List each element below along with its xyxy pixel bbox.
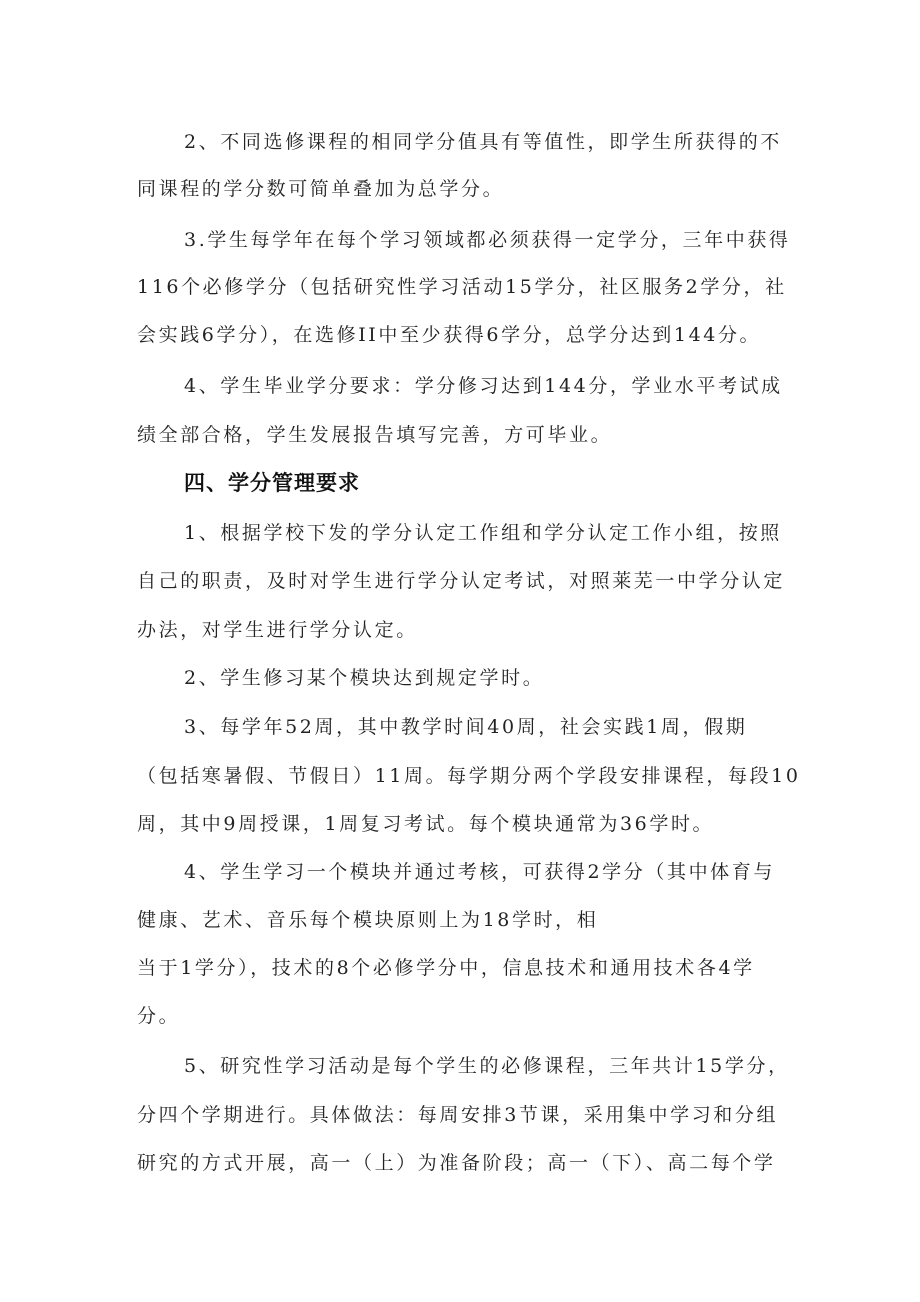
paragraph-line: 1、根据学校下发的学分认定工作组和学分认定工作小组，按照 [184,522,782,544]
section-heading: 四、学分管理要求 [184,471,360,495]
paragraph-line: 116个必修学分（包括研究性学习活动15学分，社区服务2学分，社 [137,276,787,298]
paragraph-line: 5、研究性学习活动是每个学生的必修课程，三年共计15学分， [184,1055,790,1077]
paragraph-line: 3.学生每学年在每个学习领域都必须获得一定学分，三年中获得 [184,229,791,251]
paragraph-line: 2、学生修习某个模块达到规定学时。 [184,667,545,689]
paragraph-line: 健康、艺术、音乐每个模块原则上为18学时，相 [137,909,599,931]
paragraph-line: 研究的方式开展，高一（上）为准备阶段；高一（下）、高二每个学 [137,1152,776,1174]
paragraph-line: 2、不同选修课程的相同学分值具有等值性，即学生所获得的不 [184,131,782,153]
paragraph-line: （包括寒暑假、节假日）11周。每学期分两个学段安排课程，每段10 [137,765,801,787]
paragraph-line: 4、学生学习一个模块并通过考核，可获得2学分（其中体育与 [184,861,775,883]
paragraph-line: 绩全部合格，学生发展报告填写完善，方可毕业。 [137,424,613,446]
paragraph-line: 3、每学年52周，其中教学时间40周，社会实践1周，假期 [184,716,748,738]
paragraph-line: 当于1学分），技术的8个必修学分中，信息技术和通用技术各4学 [137,957,755,979]
paragraph-line: 分四个学期进行。具体做法：每周安排3节课，采用集中学习和分组 [137,1104,779,1126]
paragraph-line: 同课程的学分数可简单叠加为总学分。 [137,178,505,200]
paragraph-line: 自己的职责，及时对学生进行学分认定考试，对照莱芜一中学分认定 [137,570,786,592]
paragraph-line: 分。 [137,1005,181,1027]
paragraph-line: 会实践6学分），在选修II中至少获得6学分，总学分达到144分。 [137,324,762,346]
paragraph-line: 办法，对学生进行学分认定。 [137,619,418,641]
paragraph-line: 周，其中9周授课，1周复习考试。每个模块通常为36学时。 [137,813,715,835]
paragraph-line: 4、学生毕业学分要求：学分修习达到144分，学业水平考试成 [184,375,783,397]
